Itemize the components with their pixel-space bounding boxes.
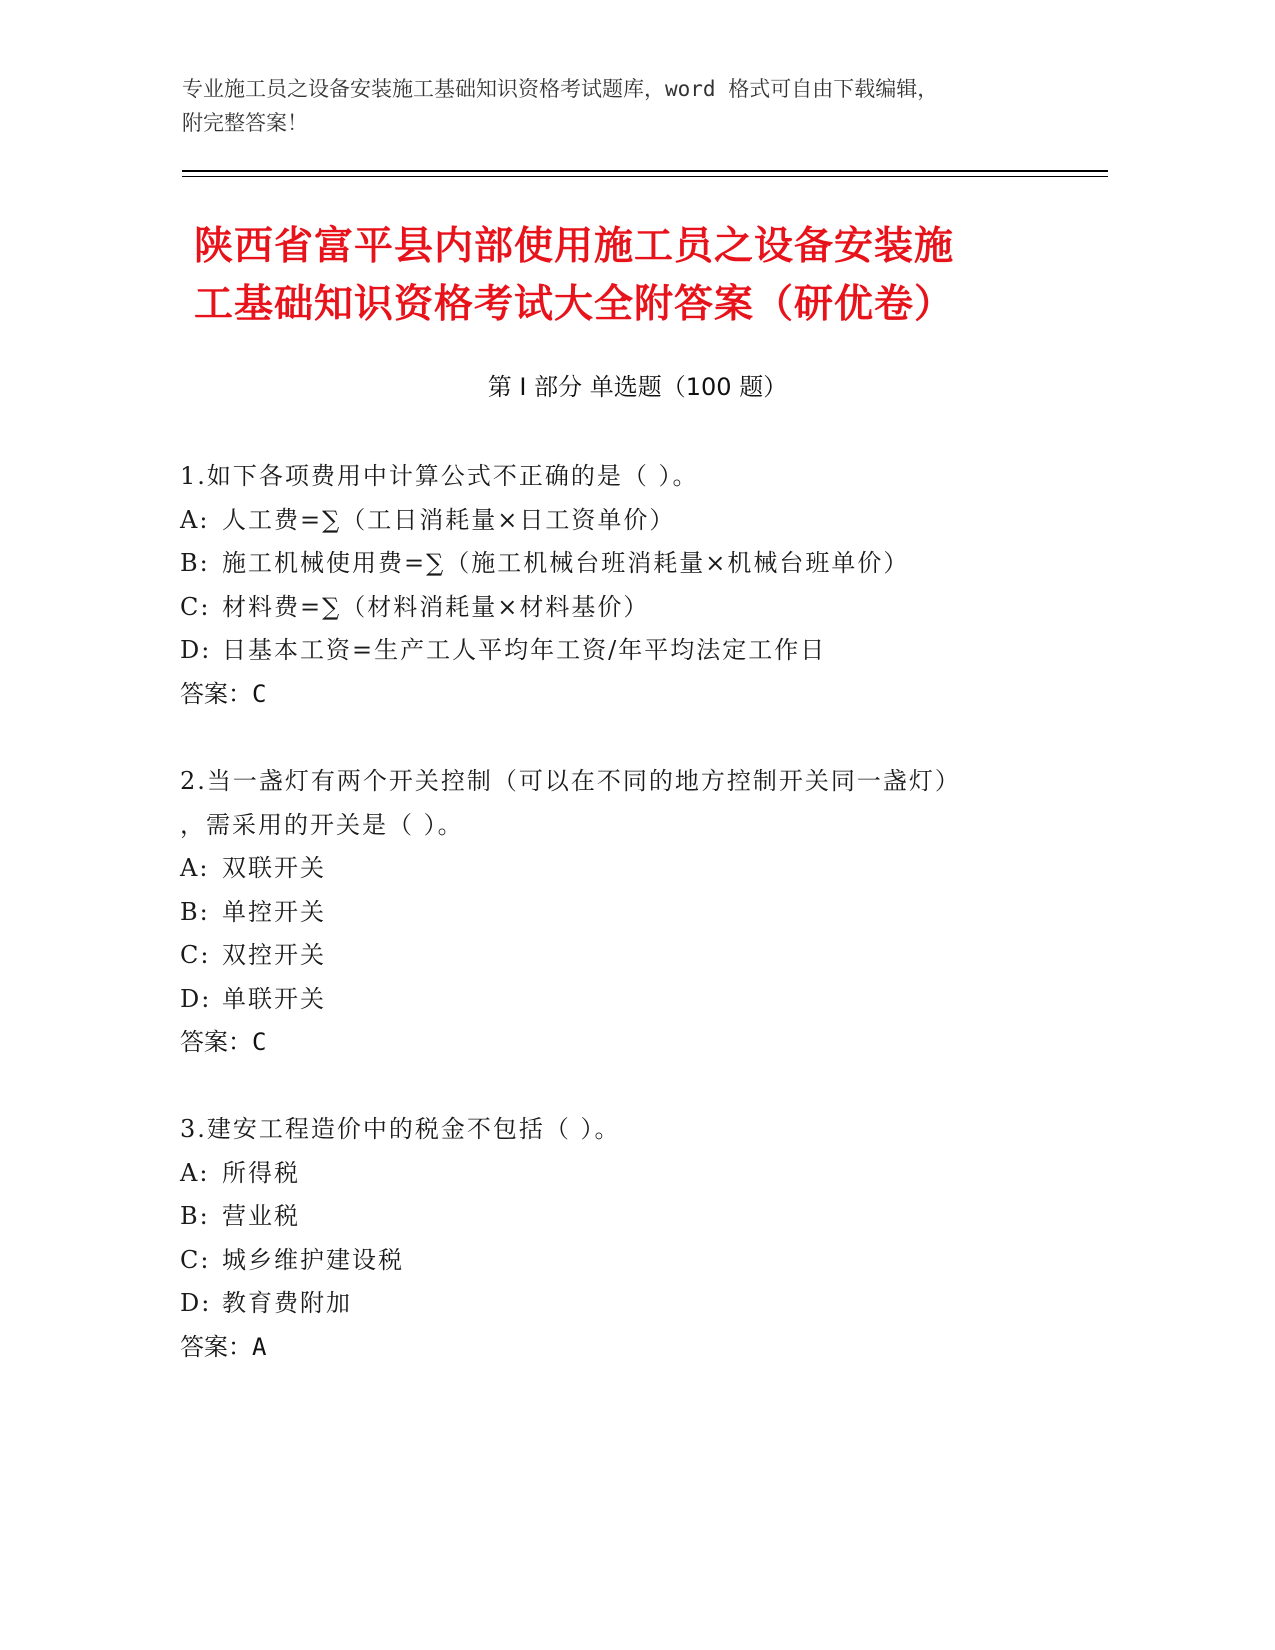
document-title (194, 218, 1074, 334)
header-note-line-1: 专业施工员之设备安装施工基础知识资格考试题库，word 格式可自由下载编辑， (182, 77, 939, 101)
question-stem: 2.当一盏灯有两个开关控制（可以在不同的地方控制开关同一盏灯） (180, 767, 961, 795)
answer-value: C (252, 1028, 267, 1056)
option-a (180, 499, 1060, 543)
option-text: 人工费=∑（工日消耗量×日工资单价） (222, 505, 676, 534)
document-title-line-1: 陕西省富平县内部使用施工员之设备安装施 (194, 224, 955, 269)
question-stem-continued: ，需采用的开关是（ ）。 (180, 810, 464, 839)
header-divider-thick (182, 170, 1108, 172)
option-text: 营业税 (222, 1202, 300, 1230)
option-text: 城乡维护建设税 (222, 1245, 404, 1274)
option-b (180, 542, 1060, 586)
option-text: 双联开关 (222, 854, 326, 882)
option-text: 施工机械使用费=∑（施工机械台班消耗量×机械台班单价） (222, 549, 910, 577)
question-stem: 3.建安工程造价中的税金不包括（ ）。 (180, 1115, 621, 1143)
header-note-line-2: 附完整答案！ (182, 111, 308, 135)
option-text: 单控开关 (222, 897, 326, 926)
answer-value: C (252, 679, 267, 708)
option-c (180, 586, 1060, 630)
option-letter: C: (180, 1245, 211, 1274)
header-note (182, 72, 1042, 140)
question-1 (180, 455, 1060, 716)
option-c (180, 1239, 1060, 1283)
header-divider-thin (182, 176, 1108, 177)
option-b (180, 891, 1060, 935)
answer-label: 答案： (180, 1332, 252, 1361)
option-letter: D: (180, 984, 212, 1013)
option-letter: C: (180, 941, 211, 969)
option-letter: B: (180, 897, 210, 926)
option-a (180, 1152, 1060, 1196)
answer-value: A (252, 1332, 267, 1361)
answer-line (180, 673, 1060, 717)
section-title: 第 I 部分 单选题（100 题） (487, 373, 788, 401)
option-text: 材料费=∑（材料消耗量×材料基价） (222, 592, 650, 621)
option-c (180, 934, 1060, 978)
option-letter: C: (180, 592, 211, 621)
option-letter: A: (180, 1158, 210, 1187)
option-b (180, 1195, 1060, 1239)
answer-line (180, 1326, 1060, 1370)
option-d (180, 1282, 1060, 1326)
option-letter: B: (180, 549, 210, 577)
answer-line (180, 1021, 1060, 1065)
option-text: 教育费附加 (222, 1289, 352, 1317)
option-letter: D: (180, 636, 212, 664)
question-stem: 1.如下各项费用中计算公式不正确的是（ ）。 (180, 462, 699, 490)
option-letter: B: (180, 1202, 210, 1230)
option-text: 日基本工资=生产工人平均年工资/年平均法定工作日 (222, 636, 827, 664)
option-text: 所得税 (222, 1158, 300, 1187)
question-2 (180, 760, 1060, 1065)
document-title-line-2: 工基础知识资格考试大全附答案（研优卷） (194, 282, 955, 327)
option-d (180, 629, 1060, 673)
answer-label: 答案： (180, 1028, 252, 1056)
option-text: 双控开关 (222, 941, 326, 969)
option-text: 单联开关 (222, 984, 326, 1013)
option-letter: D: (180, 1289, 212, 1317)
option-letter: A: (180, 854, 210, 882)
option-a (180, 847, 1060, 891)
option-d (180, 978, 1060, 1022)
answer-label: 答案： (180, 679, 252, 708)
question-3 (180, 1108, 1060, 1369)
option-letter: A: (180, 505, 210, 534)
